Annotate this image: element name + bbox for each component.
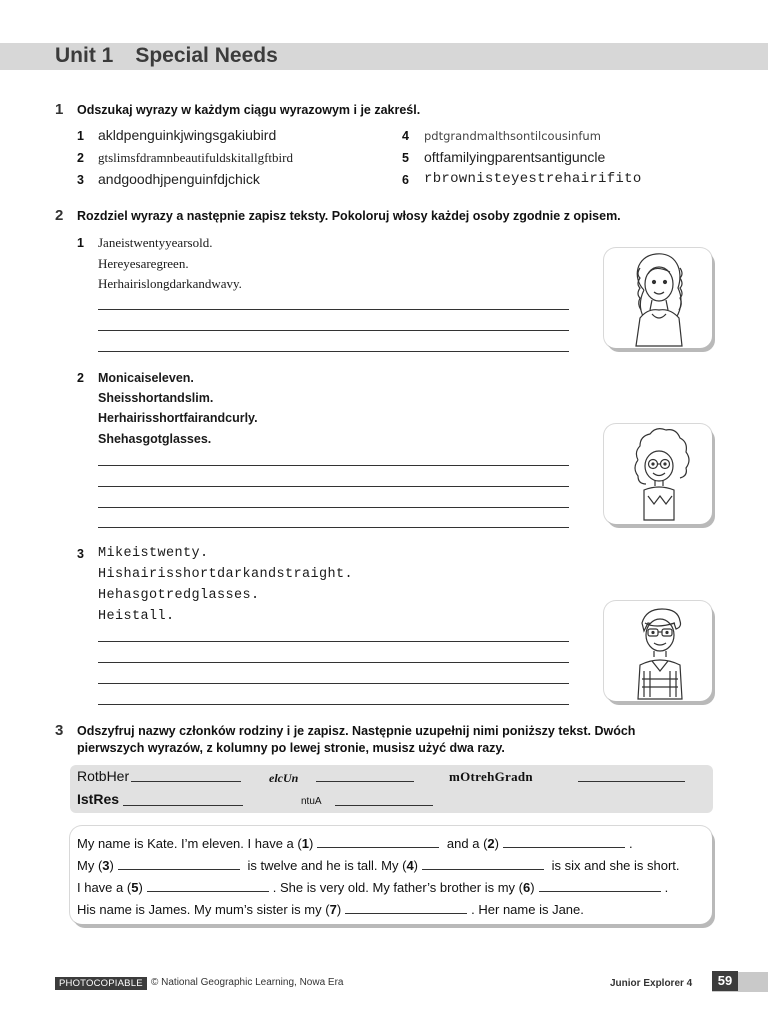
ex2-joined-sentence: Mikeistwenty.: [98, 546, 209, 561]
scrambled-word: IstRes: [77, 791, 120, 807]
writing-line[interactable]: [98, 351, 569, 352]
answer-line[interactable]: [335, 805, 433, 806]
page-number: 59: [712, 971, 738, 991]
ex2-joined-sentence: Hishairisshortdarkandstraight.: [98, 567, 354, 582]
mike-illustration-card: [604, 601, 712, 701]
ex2-joined-sentence: Shehasgotglasses.: [98, 432, 212, 446]
ex1-item-number: 1: [77, 129, 84, 143]
gap-4[interactable]: [422, 858, 544, 870]
exercise-3-number: 3: [55, 722, 64, 739]
writing-line[interactable]: [98, 309, 569, 310]
jane-portrait-icon: [604, 248, 712, 348]
writing-line[interactable]: [98, 330, 569, 331]
unit-number: Unit 1: [55, 44, 114, 67]
monica-portrait-icon: [604, 424, 712, 524]
photocopiable-tag: PHOTOCOPIABLE: [55, 977, 147, 990]
gap-1[interactable]: [317, 836, 439, 848]
story-line-3: I have a (5) . She is very old. My father’s brother is my (6) .: [77, 880, 669, 895]
exercise-2-instruction: Rozdziel wyrazy a następnie zapisz teksty. Pokoloruj włosy każdej osoby zgodnie z opisem.: [77, 209, 621, 223]
ex2-joined-sentence: Hereyesaregreen.: [98, 256, 189, 271]
gap-2[interactable]: [503, 836, 625, 848]
writing-line[interactable]: [98, 527, 569, 528]
gap-5[interactable]: [147, 880, 269, 892]
exercise-1-number: 1: [55, 101, 64, 118]
answer-line[interactable]: [131, 781, 241, 782]
writing-line[interactable]: [98, 486, 569, 487]
scrambled-word: mOtrehGradn: [449, 769, 533, 784]
writing-line[interactable]: [98, 507, 569, 508]
ex2-joined-sentence: Monicaiseleven.: [98, 371, 194, 385]
book-title: Junior Explorer 4: [610, 978, 693, 989]
exercise-3-instruction-line-1: Odszyfruj nazwy członków rodziny i je zapisz. Następnie uzupełnij nimi poniższy tekst. Dwóch: [77, 724, 636, 738]
ex1-letter-string: oftfamilyingparentsantiguncle: [424, 149, 606, 165]
ex2-joined-sentence: Janeistwentyyearsold.: [98, 235, 213, 250]
scrambled-word: RotbHer: [77, 768, 130, 784]
answer-line[interactable]: [123, 805, 243, 806]
page-title: [55, 44, 278, 68]
scrambled-word: ntuA: [301, 796, 322, 807]
ex1-item-number: 3: [77, 173, 84, 187]
exercise-1-instruction: Odszukaj wyrazy w każdym ciągu wyrazowym i je zakreśl.: [77, 103, 421, 117]
story-line-2: My (3) is twelve and he is tall. My (4) is six and she is short.: [77, 858, 680, 873]
exercise-3-instruction-line-2: pierwszych wyrazów, z kolumny po lewej stronie, musisz użyć dwa razy.: [77, 741, 505, 755]
ex2-item-number: 2: [77, 371, 84, 385]
writing-line[interactable]: [98, 641, 569, 642]
ex2-joined-sentence: Herhairisshortfairandcurly.: [98, 411, 258, 425]
ex1-item-number: 5: [402, 151, 409, 165]
ex2-joined-sentence: Herhairislongdarkandwavy.: [98, 276, 242, 291]
story-line-1: My name is Kate. I’m eleven. I have a (1) and a (2) .: [77, 836, 633, 851]
unit-title: Special Needs: [135, 44, 278, 67]
jane-illustration-card: [604, 248, 712, 348]
ex2-item-number: 1: [77, 236, 84, 250]
gap-3[interactable]: [118, 858, 240, 870]
story-line-4: His name is James. My mum’s sister is my (7) . Her name is Jane.: [77, 902, 584, 917]
writing-line[interactable]: [98, 662, 569, 663]
writing-line[interactable]: [98, 465, 569, 466]
ex1-letter-string: andgoodhjpenguinfdjchick: [98, 171, 260, 187]
exercise-2-number: 2: [55, 207, 64, 224]
gap-7[interactable]: [345, 902, 467, 914]
ex1-letter-string: pdtgrandmalthsontilcousinfum: [424, 129, 601, 143]
monica-illustration-card: [604, 424, 712, 524]
ex1-letter-string: gtslimsfdramnbeautifuldskitallgftbird: [98, 150, 293, 165]
gap-6[interactable]: [539, 880, 661, 892]
ex2-joined-sentence: Sheisshortandslim.: [98, 391, 214, 405]
answer-line[interactable]: [316, 781, 414, 782]
ex2-joined-sentence: Hehasgotredglasses.: [98, 588, 260, 603]
ex2-joined-sentence: Heistall.: [98, 609, 175, 624]
ex1-letter-string: rbrownisteyestrehairifito: [424, 171, 642, 187]
copyright-text: © National Geographic Learning, Nowa Era: [151, 977, 344, 988]
writing-line[interactable]: [98, 683, 569, 684]
ex1-item-number: 4: [402, 129, 409, 143]
ex2-item-number: 3: [77, 547, 84, 561]
ex1-item-number: 6: [402, 173, 409, 187]
ex1-item-number: 2: [77, 151, 84, 165]
writing-line[interactable]: [98, 704, 569, 705]
mike-portrait-icon: [604, 601, 712, 701]
answer-line[interactable]: [578, 781, 685, 782]
scrambled-word: elcUn: [269, 771, 299, 785]
ex1-letter-string: akldpenguinkjwingsgakiubird: [98, 127, 277, 143]
